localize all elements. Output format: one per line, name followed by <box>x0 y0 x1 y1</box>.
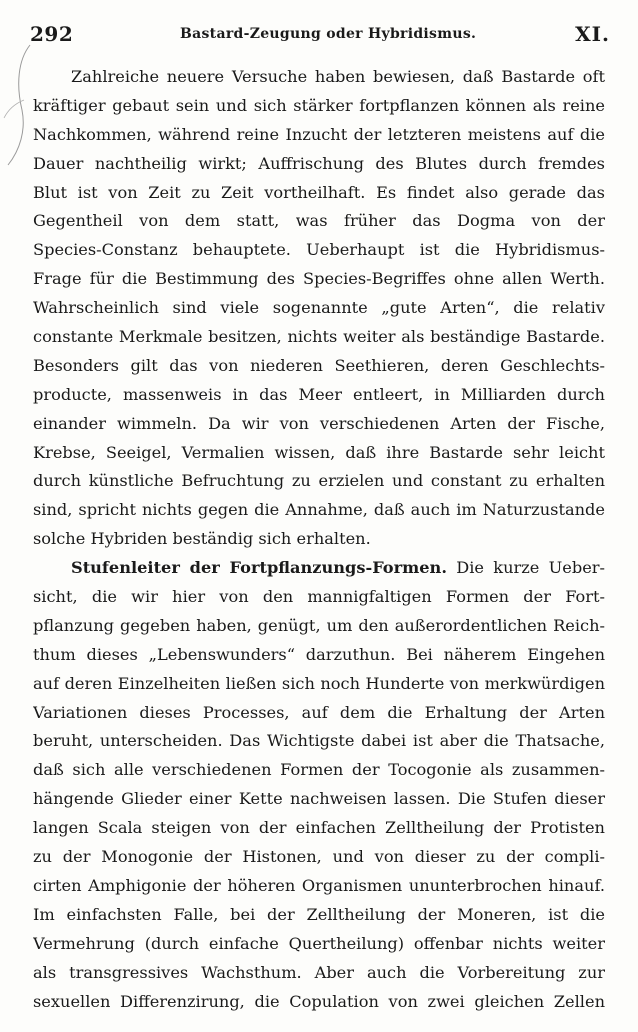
section-heading: Stufenleiter der Fortpflanzungs-Formen. <box>71 558 447 578</box>
text-line: daß sich alle verschiedenen Formen der Tocogonie als zusammen- <box>33 760 605 780</box>
running-title: Bastard-Zeugung oder Hybridismus. <box>180 26 477 42</box>
text-line: sexuellen Differenzirung, die Copulation von zwei gleichen Zellen <box>33 991 605 1011</box>
text-line: sicht, die wir hier von den mannigfaltigen Formen der Fort- <box>33 587 605 607</box>
text-line: zu der Monogonie der Histonen, und von dieser zu der compli- <box>33 847 605 867</box>
text-line: sind, spricht nichts gegen die Annahme, daß auch im Naturzustande <box>33 500 605 520</box>
paragraph-1 <box>33 63 605 554</box>
text-line: Gegentheil von dem statt, was früher das Dogma von der <box>33 211 605 231</box>
body-text <box>33 63 605 1016</box>
text-line: pflanzung gegeben haben, genügt, um den außerordentlichen Reich- <box>33 615 605 635</box>
heading-line-rest: Die kurze Ueber- <box>456 558 605 578</box>
text-line: Dauer nachtheilig wirkt; Auffrischung des Blutes durch fremdes <box>33 153 605 173</box>
text-line: Nachkommen, während reine Inzucht der letzteren meistens auf die <box>33 124 605 144</box>
text-line: Species-Constanz behauptete. Ueberhaupt ist die Hybridismus- <box>33 240 605 260</box>
text-line: constante Merkmale besitzen, nichts weiter als beständige Bastarde. <box>33 327 605 347</box>
text-line: kräftiger gebaut sein und sich stärker fortpflanzen können als reine <box>33 95 605 115</box>
text-line: durch künstliche Befruchtung zu erzielen und constant zu erhalten <box>33 471 605 491</box>
text-line: Krebse, Seeigel, Vermalien wissen, daß ihre Bastarde sehr leicht <box>33 442 605 462</box>
text-line: langen Scala steigen von der einfachen Zelltheilung der Protisten <box>33 818 605 838</box>
text-line: cirten Amphigonie der höheren Organismen ununterbrochen hinauf. <box>33 875 605 895</box>
text-line: beruht, unterscheiden. Das Wichtigste dabei ist aber die Thatsache, <box>33 731 605 751</box>
text-line: solche Hybriden beständig sich erhalten. <box>33 529 371 549</box>
text-line: producte, massenweis in das Meer entleert, in Milliarden durch <box>33 384 605 404</box>
text-line: Blut ist von Zeit zu Zeit vortheilhaft. Es findet also gerade das <box>33 182 605 202</box>
running-head <box>30 22 610 52</box>
text-line: Im einfachsten Falle, bei der Zelltheilung der Moneren, ist die <box>33 904 605 924</box>
paragraph-2 <box>33 554 605 1016</box>
text-line: Frage für die Bestimmung des Species-Begriffes ohne allen Werth. <box>33 269 605 289</box>
text-line: hängende Glieder einer Kette nachweisen lassen. Die Stufen dieser <box>33 789 605 809</box>
page-number: 292 <box>30 22 74 46</box>
text-line: auf deren Einzelheiten ließen sich noch Hunderte von merkwürdigen <box>33 673 605 693</box>
text-line: Vermehrung (durch einfache Quertheilung) offenbar nichts weiter <box>33 933 605 953</box>
text-line: als transgressives Wachsthum. Aber auch die Vorbereitung zur <box>33 962 605 982</box>
text-line: Wahrscheinlich sind viele sogenannte „gute Arten“, die relativ <box>33 298 605 318</box>
text-line: Variationen dieses Processes, auf dem die Erhaltung der Arten <box>33 702 605 722</box>
text-line: thum dieses „Lebenswunders“ darzuthun. Bei näherem Eingehen <box>33 644 605 664</box>
chapter-number: XI. <box>575 22 610 46</box>
text-line <box>33 554 605 583</box>
text-line: Besonders gilt das von niederen Seethieren, deren Geschlechts- <box>33 355 605 375</box>
text-line: einander wimmeln. Da wir von verschiedenen Arten der Fische, <box>33 413 605 433</box>
text-line: Zahlreiche neuere Versuche haben bewiesen, daß Bastarde oft <box>71 67 605 86</box>
